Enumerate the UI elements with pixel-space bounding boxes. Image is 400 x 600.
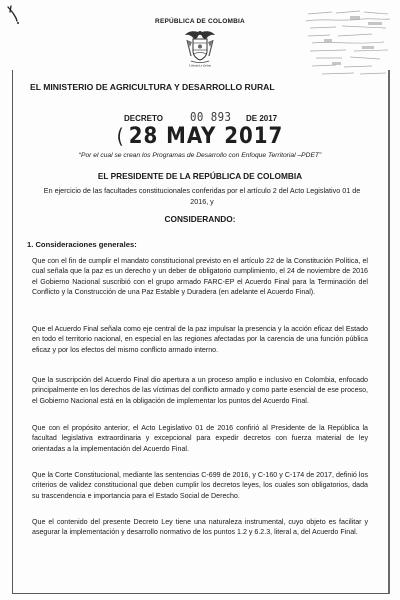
decree-date-stamp — [0, 124, 400, 149]
considering-heading: CONSIDERANDO: — [164, 214, 236, 224]
ministry-heading: EL MINISTERIO DE AGRICULTURA Y DESARROLLO RURAL — [30, 82, 275, 92]
issuer-heading: EL PRESIDENTE DE LA REPÚBLICA DE COLOMBIA — [97, 171, 303, 181]
considering-paragraph: Que con el fin de cumplir el mandato constitucional previsto en el artículo 22 de la Constitución Política, el cual señala que la paz es un derecho y un deber de obligatorio cumplimiento, el 24 de noviembre de 2016 el Gobierno Nacional suscribió con el grupo armado FARC-EP el Acuerdo Final para la Terminación del Conflicto y la Construcción de una Paz Estable y Duradera (en adelante el Acuerdo Final). — [32, 257, 368, 297]
colombia-coat-of-arms-icon — [183, 28, 217, 68]
considering-paragraph: Que con el propósito anterior, el Acto Legislativo 01 de 2016 confirió al Presidente de la República la facultad legislativa extraordinaria y excepcional para expedir decretos con fuerza material de ley orientadas a la implementación del Acuerdo Final. — [32, 424, 368, 453]
considering-paragraph: Que el contenido del presente Decreto Ley tiene una naturaleza instrumental, cuyo objeto es facilitar y asegurar la implementación y desarrollo normativo de los puntos 1.2 y 6.2.3, literal a, del Acuerdo Final. — [32, 518, 368, 537]
date-stamp-bracket: ( — [116, 124, 125, 148]
section-heading: 1. Consideraciones generales: — [27, 240, 137, 249]
decree-subject: “Por el cual se crean los Programas de Desarrollo con Enfoque Territorial –PDET” — [78, 152, 322, 159]
authority-statement: En ejercicio de las facultades constitucionales conferidas por el artículo 2 del Acto Legislativo 01 de 2016, y — [43, 186, 361, 206]
seal-motto: Libertad y Orden — [189, 63, 211, 68]
decree-year-label: DE 2017 — [246, 114, 278, 123]
decree-number: 00 893 — [190, 109, 232, 124]
considering-paragraph: Que la Corte Constitucional, mediante las sentencias C-699 de 2016, y C-160 y C-174 de 2017, definió los criterios de validez constitucional que deben cumplir los decretos leyes, los cuales son obligatorios, dada su trascendencia e importancia para el Estado Social de Derecho. — [32, 471, 368, 500]
considering-paragraph: Que el Acuerdo Final señala como eje central de la paz impulsar la presencia y la acción eficaz del Estado en todo el territorio nacional, en especial en las regiones afectadas por la carencia de una función pública eficaz y por los efectos del mismo conflicto armado interno. — [32, 325, 368, 354]
decree-date: 28 MAY 2017 — [128, 124, 284, 149]
country-heading: REPÚBLICA DE COLOMBIA — [155, 18, 245, 25]
considering-paragraph: Que la suscripción del Acuerdo Final dio apertura a un proceso amplio e inclusivo en Colombia, enfocado principalmente en los derechos de las víctimas del conflicto armado y como parte esencial de ese proceso, el Gobierno Nacional está en la obligación de implementar los puntos del Acuerdo Final. — [32, 376, 368, 405]
decree-label: DECRETO — [124, 114, 163, 123]
